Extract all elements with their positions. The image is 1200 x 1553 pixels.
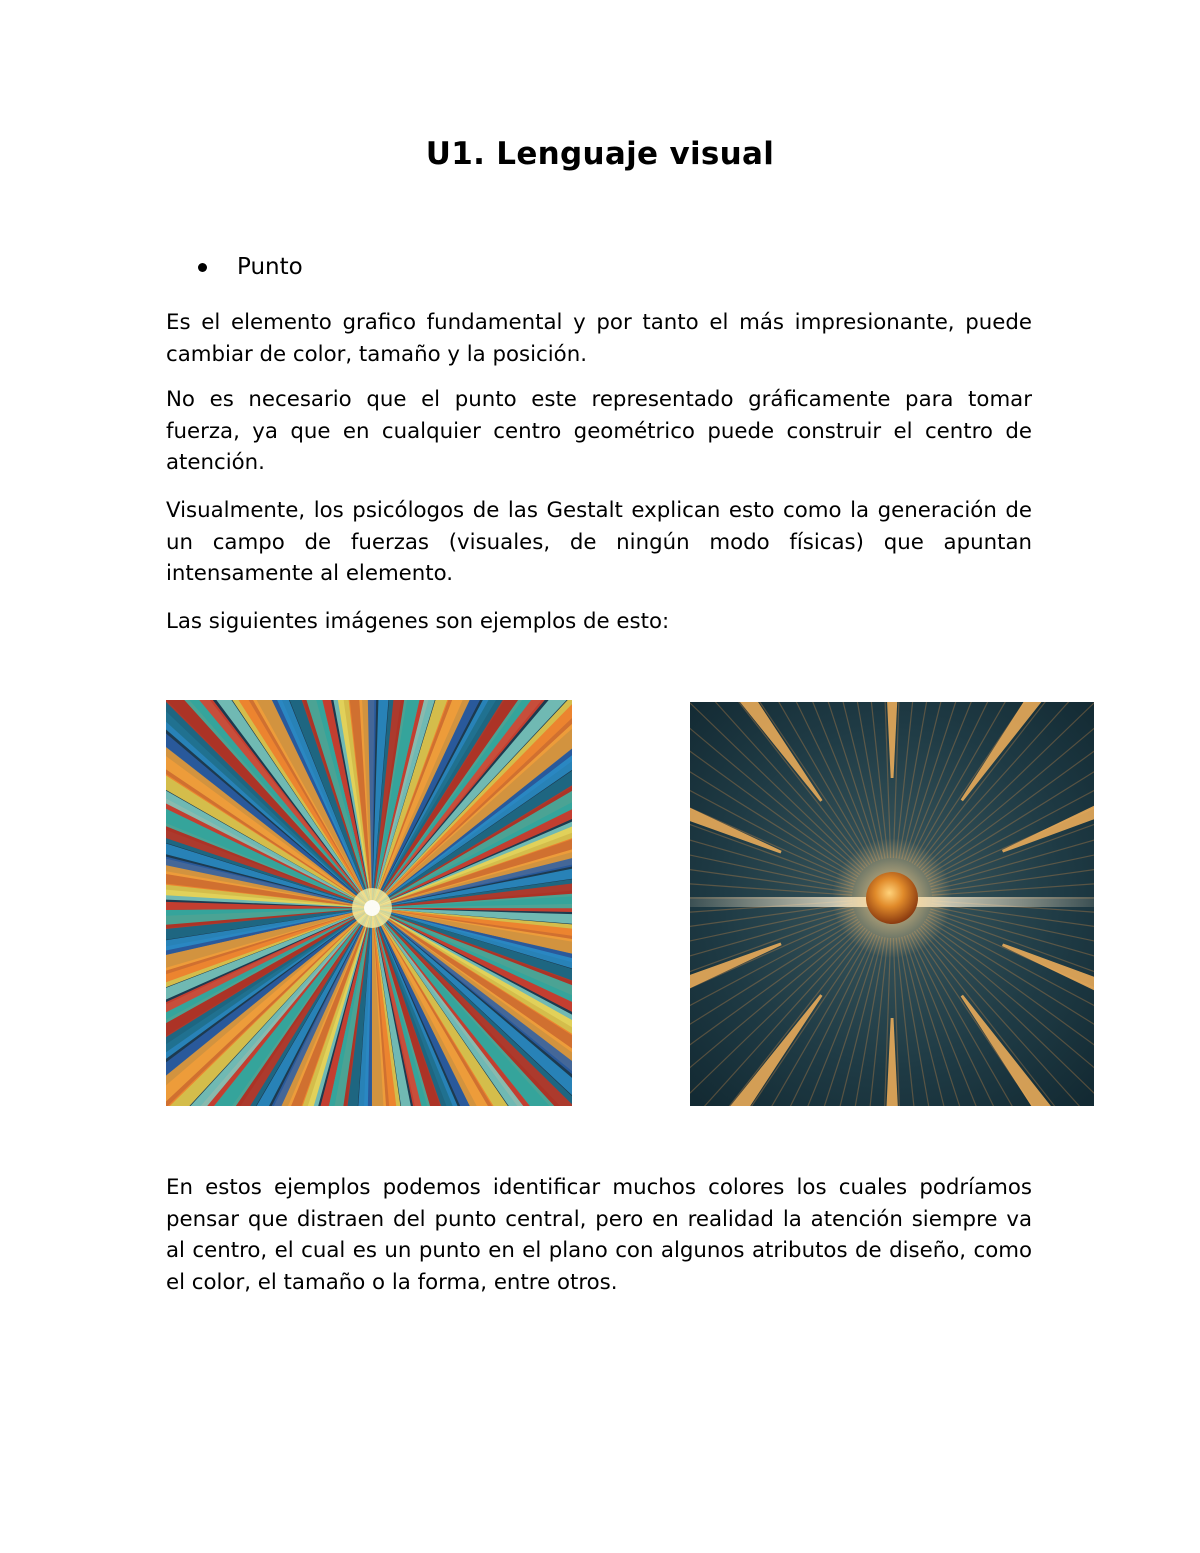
bullet-label: Punto <box>237 254 303 280</box>
burst-svg <box>166 700 572 1106</box>
bullet-dot-icon <box>198 263 207 272</box>
orb-svg <box>690 702 1094 1106</box>
glowing-orb-light-rays-image <box>690 702 1094 1106</box>
bullet-item-punto <box>198 254 303 280</box>
page-title: U1. Lenguaje visual <box>425 136 775 172</box>
radial-multicolor-burst-image <box>166 700 572 1106</box>
paragraph-5: En estos ejemplos podemos identificar muchos colores los cuales podríamos pensar que distraen del punto central, pero en realidad la atención siempre va al centro, el cual es un punto en el plano con algunos atributos de diseño, como el color, el tamaño o la forma, entre otros. <box>166 1175 1032 1295</box>
paragraph-1: Es el elemento grafico fundamental y por tanto el más impresionante, puede cambiar de color, tamaño y la posición. <box>166 310 1032 367</box>
paragraph-3: Visualmente, los psicólogos de las Gestalt explican esto como la generación de un campo de fuerzas (visuales, de ningún modo físicas) que apuntan intensamente al elemento. <box>166 498 1032 586</box>
paragraph-2: No es necesario que el punto este representado gráficamente para tomar fuerza, ya que en cualquier centro geométrico puede construir el centro de atención. <box>166 387 1032 475</box>
paragraph-4: Las siguientes imágenes son ejemplos de esto: <box>166 609 670 634</box>
